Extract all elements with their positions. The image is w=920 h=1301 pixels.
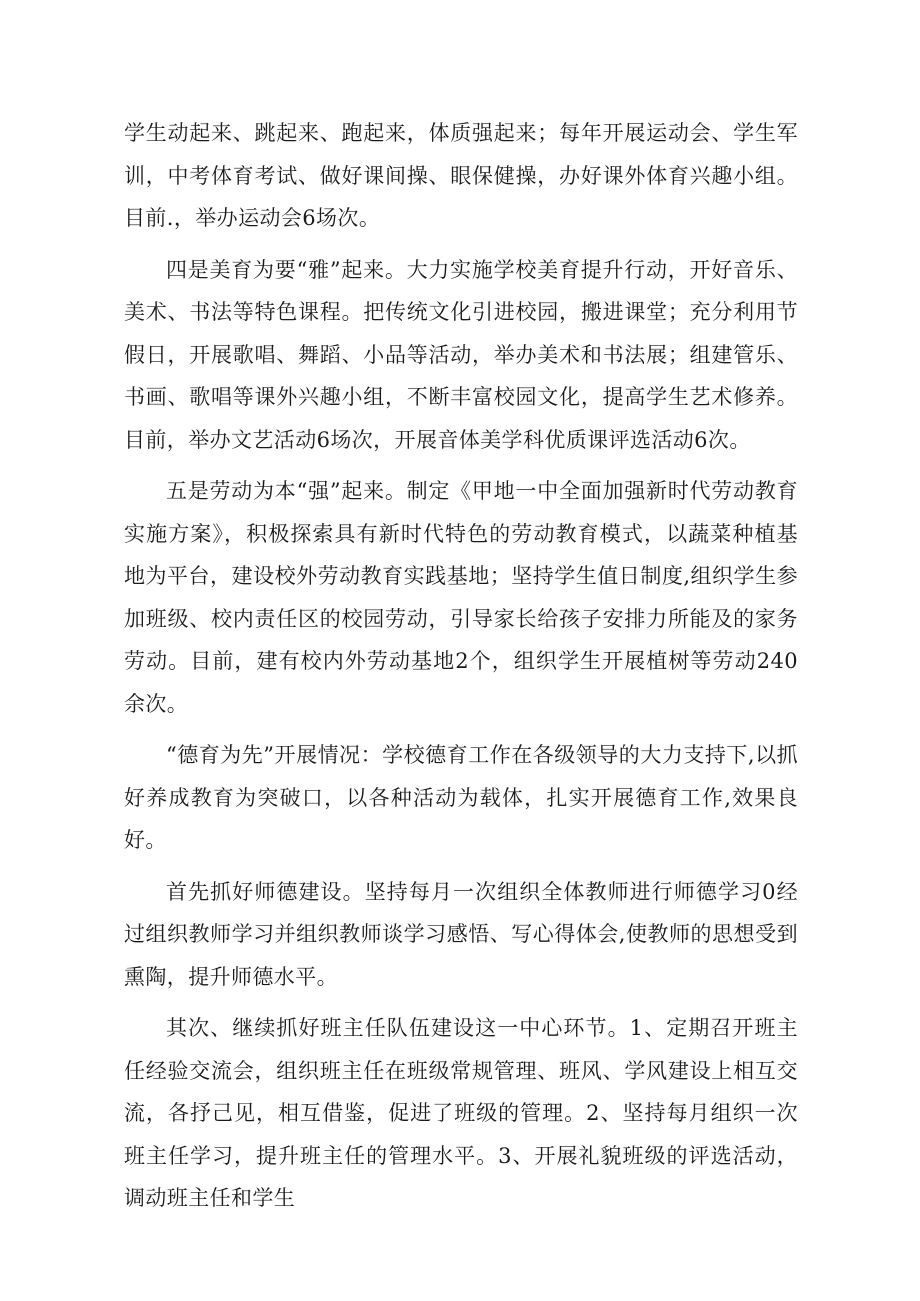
paragraph-teacher-ethics: 首先抓好师德建设。坚持每月一次组织全体教师进行师德学习0经过组织教师学习并组织教师谈学习感悟、写心得体会,使教师的思想受到熏陶，提升师德水平。 [124,879,798,989]
body-text [124,112,798,1229]
paragraph-moral-education-overview: “德育为先”开展情况：学校德育工作在各级领导的大力支持下,以抓好养成教育为突破口，以各种活动为载体，扎实开展德育工作,效果良好。 [124,743,798,852]
paragraph-sports-continued: 学生动起来、跳起来、跑起来，体质强起来；每年开展运动会、学生军训，中考体育考试、做好课间操、眼保健操，办好课外体育兴趣小组。目前.，举办运动会6场次。 [124,121,798,230]
paragraph-head-teacher-team: 其次、继续抓好班主任队伍建设这一中心环节。1、定期召开班主任经验交流会，组织班主任在班级常规管理、班风、学风建设上相互交流，各抒己见，相互借鉴，促进了班级的管理。2、坚持每月组织一次班主任学习，提升班主任的管理水平。3、开展礼貌班级的评选活动，调动班主任和学生 [124,1016,798,1210]
paragraph-aesthetic-education: 四是美育为要“雅”起来。大力实施学校美育提升行动，开好音乐、美术、书法等特色课程。把传统文化引进校园，搬进课堂；充分利用节假日，开展歌唱、舞蹈、小品等活动，举办美术和书法展；组建管乐、书画、歌唱等课外兴趣小组，不断丰富校园文化，提高学生艺术修养。目前，举办文艺活动6场次，开展音体美学科优质课评选活动6次。 [124,257,798,452]
paragraph-labor-education: 五是劳动为本“强”起来。制定《甲地一中全面加强新时代劳动教育实施方案》，积极探索具有新时代特色的劳动教育模式，以蔬菜种植基地为平台，建设校外劳动教育实践基地；坚持学生值日制度,组织学生参加班级、校内责任区的校园劳动，引导家长给孩子安排力所能及的家务劳动。目前，建有校内外劳动基地2个，组织学生开展植树等劳动240余次。 [124,479,798,716]
